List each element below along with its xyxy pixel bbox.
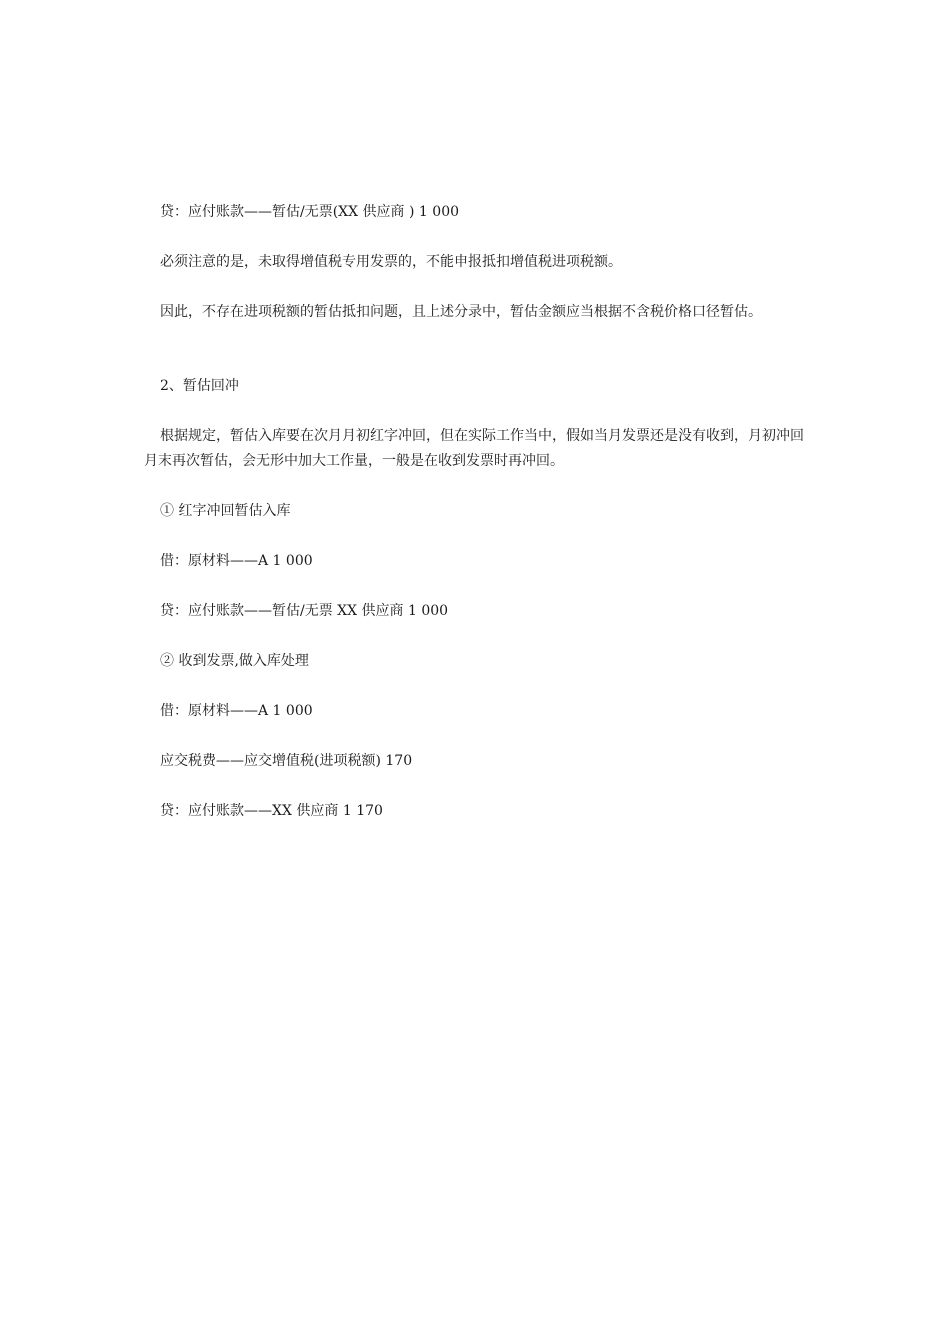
section-heading-reversal: 2、暂估回冲: [160, 378, 239, 394]
entry-debit-raw-materials-2: 借：原材料——A 1 000: [160, 703, 313, 719]
entry-tax-payable: 应交税费——应交增值税(进项税额) 170: [160, 753, 413, 769]
entry-debit-raw-materials: 借：原材料——A 1 000: [160, 553, 313, 569]
entry-credit-accounts-payable: 贷：应付账款——暂估/无票 XX 供应商 1 000: [160, 603, 449, 619]
step-heading-red-reversal: ① 红字冲回暂估入库: [160, 503, 291, 519]
paragraph-tax-exclusive-estimate: 因此，不存在进项税额的暂估抵扣问题，且上述分录中，暂估金额应当根据不含税价格口径暂估。: [160, 304, 762, 320]
paragraph-reversal-rule: 根据规定，暂估入库要在次月月初红字冲回，但在实际工作当中，假如当月发票还是没有收到，月初冲回月末再次暂估，会无形中加大工作量，一般是在收到发票时再冲回。: [144, 428, 804, 469]
entry-credit-accounts-payable-2: 贷：应付账款——XX 供应商 1 170: [160, 803, 383, 819]
paragraph-credit-accounts-payable: 贷：应付账款——暂估/无票(XX 供应商 ) 1 000: [160, 204, 460, 220]
step-heading-invoice-received: ② 收到发票,做入库处理: [160, 653, 309, 669]
paragraph-vat-note: 必须注意的是，未取得增值税专用发票的，不能申报抵扣增值税进项税额。: [160, 254, 622, 270]
